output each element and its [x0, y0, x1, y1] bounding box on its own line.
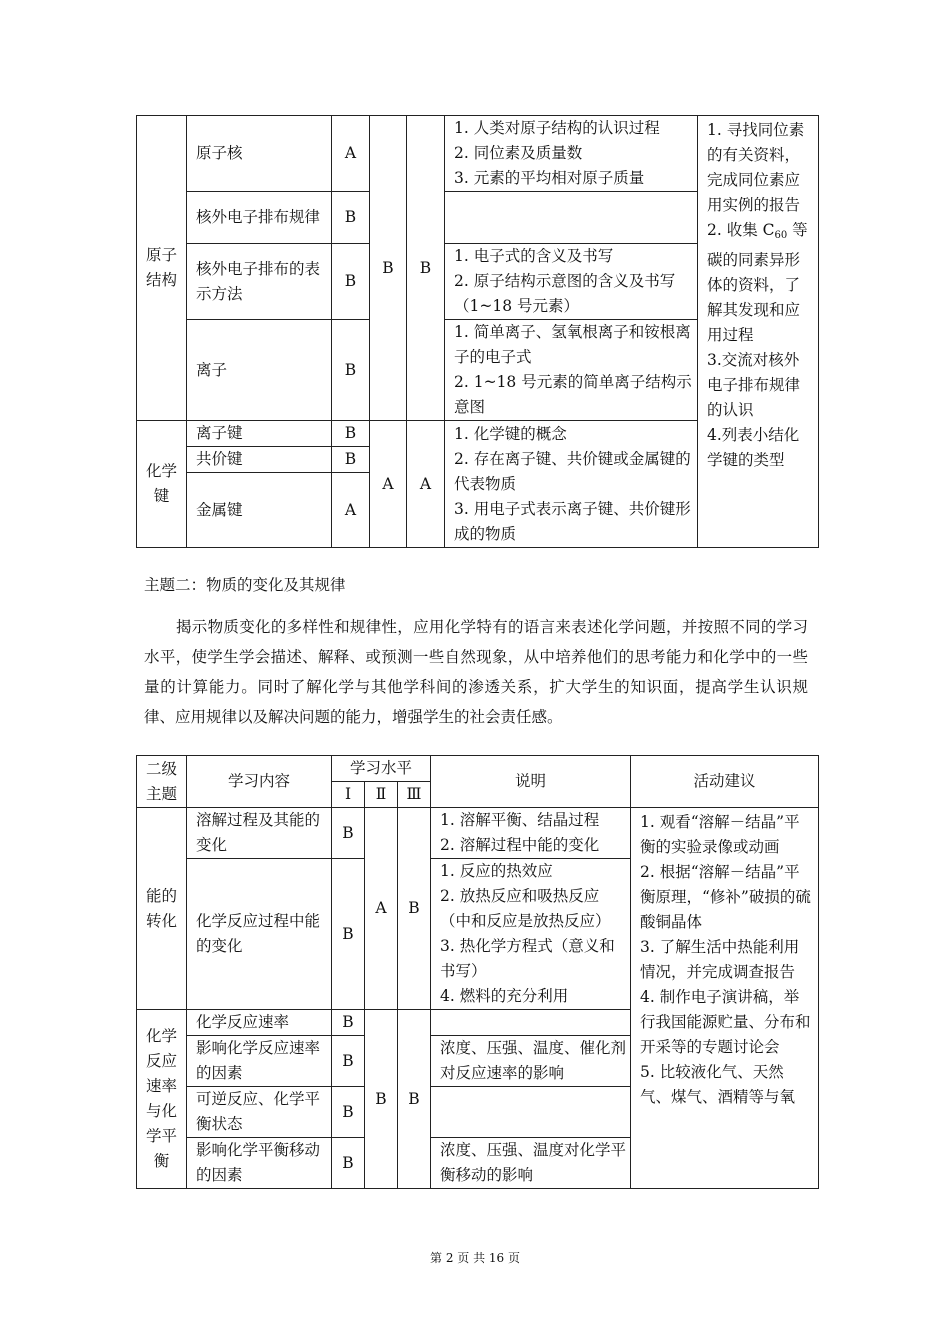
- theme-reaction-rate-equilibrium: 化学反应速率与化学平衡: [137, 1010, 187, 1189]
- level-II-cell: B: [370, 116, 407, 421]
- level-III-cell: B: [407, 116, 445, 421]
- level-cell: B: [332, 447, 370, 473]
- level-III-cell: A: [407, 421, 445, 548]
- activities-cell: 1. 寻找同位素的有关资料，完成同位素应用实例的报告 2. 收集 $C_{60}$ 等碳的同素异形体的资料，了解其发现和应用过程 3.交流对核外电子排布规律的认识 4.列表小结化学键的类型: [698, 116, 819, 548]
- notes-cell: 1. 简单离子、氢氧根离子和铵根离子的电子式 2. 1~18 号元素的简单离子结构示意图: [445, 320, 698, 421]
- header-level-III: Ⅲ: [398, 782, 431, 808]
- content-cell: 共价键: [187, 447, 332, 473]
- activities-cell: 1. 观看“溶解－结晶”平衡的实验录像或动画 2. 根据“溶解－结晶”平衡原理，“修补”破损的硫酸铜晶体 3. 了解生活中热能利用情况，并完成调查报告 4. 制作电子演讲稿，举行我国能源贮量、分布和开采等的专题讨论会 5. 比较液化气、天然气、煤气、酒精等与氧: [631, 808, 819, 1189]
- theme-energy-conversion: 能的 转化: [137, 808, 187, 1010]
- content-cell: 离子: [187, 320, 332, 421]
- page-footer: 第 2 页 共 16 页: [430, 1251, 520, 1265]
- level-cell: B: [332, 859, 365, 1010]
- header-level: 学习水平: [332, 756, 431, 782]
- header-content: 学习内容: [187, 756, 332, 808]
- content-cell: 化学反应过程中能的变化: [187, 859, 332, 1010]
- header-level-I: Ⅰ: [332, 782, 365, 808]
- atomic-structure-table: [136, 115, 819, 548]
- level-cell: B: [332, 808, 365, 859]
- notes-cell: [431, 1010, 631, 1036]
- level-cell: A: [332, 473, 370, 548]
- level-cell: B: [332, 1138, 365, 1189]
- level-cell: B: [332, 1036, 365, 1087]
- level-II-cell: A: [370, 421, 407, 548]
- level-cell: B: [332, 192, 370, 244]
- level-III-cell: B: [398, 808, 431, 1010]
- content-cell: 核外电子排布规律: [187, 192, 332, 244]
- notes-cell: 1. 反应的热效应 2. 放热反应和吸热反应（中和反应是放热反应） 3. 热化学方程式（意义和书写） 4. 燃料的充分利用: [431, 859, 631, 1010]
- level-cell: A: [332, 116, 370, 192]
- level-II-cell: A: [365, 808, 398, 1010]
- level-cell: B: [332, 421, 370, 447]
- section-heading: 主题二：物质的变化及其规律: [144, 576, 346, 594]
- content-cell: 影响化学反应速率的因素: [187, 1036, 332, 1087]
- content-cell: 离子键: [187, 421, 332, 447]
- header-level-II: Ⅱ: [365, 782, 398, 808]
- content-cell: 可逆反应、化学平衡状态: [187, 1087, 332, 1138]
- level-cell: B: [332, 320, 370, 421]
- content-cell: 原子核: [187, 116, 332, 192]
- notes-cell: 浓度、压强、温度、催化剂对反应速率的影响: [431, 1036, 631, 1087]
- notes-cell: 1. 电子式的含义及书写 2. 原子结构示意图的含义及书写（1~18 号元素）: [445, 244, 698, 320]
- level-cell: B: [332, 1087, 365, 1138]
- level-II-cell: B: [365, 1010, 398, 1189]
- notes-cell: 1. 化学键的概念 2. 存在离子键、共价键或金属键的代表物质 3. 用电子式表示离子键、共价键形成的物质: [445, 421, 698, 548]
- notes-cell: [431, 1087, 631, 1138]
- level-cell: B: [332, 1010, 365, 1036]
- content-cell: 核外电子排布的表示方法: [187, 244, 332, 320]
- notes-cell: 浓度、压强、温度对化学平衡移动的影响: [431, 1138, 631, 1189]
- header-notes: 说明: [431, 756, 631, 808]
- notes-cell-empty: [445, 192, 698, 244]
- energy-change-table: [136, 755, 819, 1189]
- notes-cell: 1. 溶解平衡、结晶过程 2. 溶解过程中能的变化: [431, 808, 631, 859]
- level-III-cell: B: [398, 1010, 431, 1189]
- notes-cell: 1. 人类对原子结构的认识过程 2. 同位素及质量数 3. 元素的平均相对原子质量: [445, 116, 698, 192]
- content-cell: 金属键: [187, 473, 332, 548]
- section-paragraph: 揭示物质变化的多样性和规律性，应用化学特有的语言来表述化学问题，并按照不同的学习水平，使学生学会描述、解释、或预测一些自然现象，从中培养他们的思考能力和化学中的一些量的计算能力。同时了解化学与其他学科间的渗透关系，扩大学生的知识面，提高学生认识规律、应用规律以及解决问题的能力，增强学生的社会责任感。: [144, 618, 808, 726]
- theme-chemical-bond: 化学 键: [137, 421, 187, 548]
- content-cell: 影响化学平衡移动的因素: [187, 1138, 332, 1189]
- content-cell: 溶解过程及其能的变化: [187, 808, 332, 859]
- level-cell: B: [332, 244, 370, 320]
- content-cell: 化学反应速率: [187, 1010, 332, 1036]
- header-theme: 二级主题: [137, 756, 187, 808]
- theme-atomic-structure: 原子 结构: [137, 116, 187, 421]
- header-activities: 活动建议: [631, 756, 819, 808]
